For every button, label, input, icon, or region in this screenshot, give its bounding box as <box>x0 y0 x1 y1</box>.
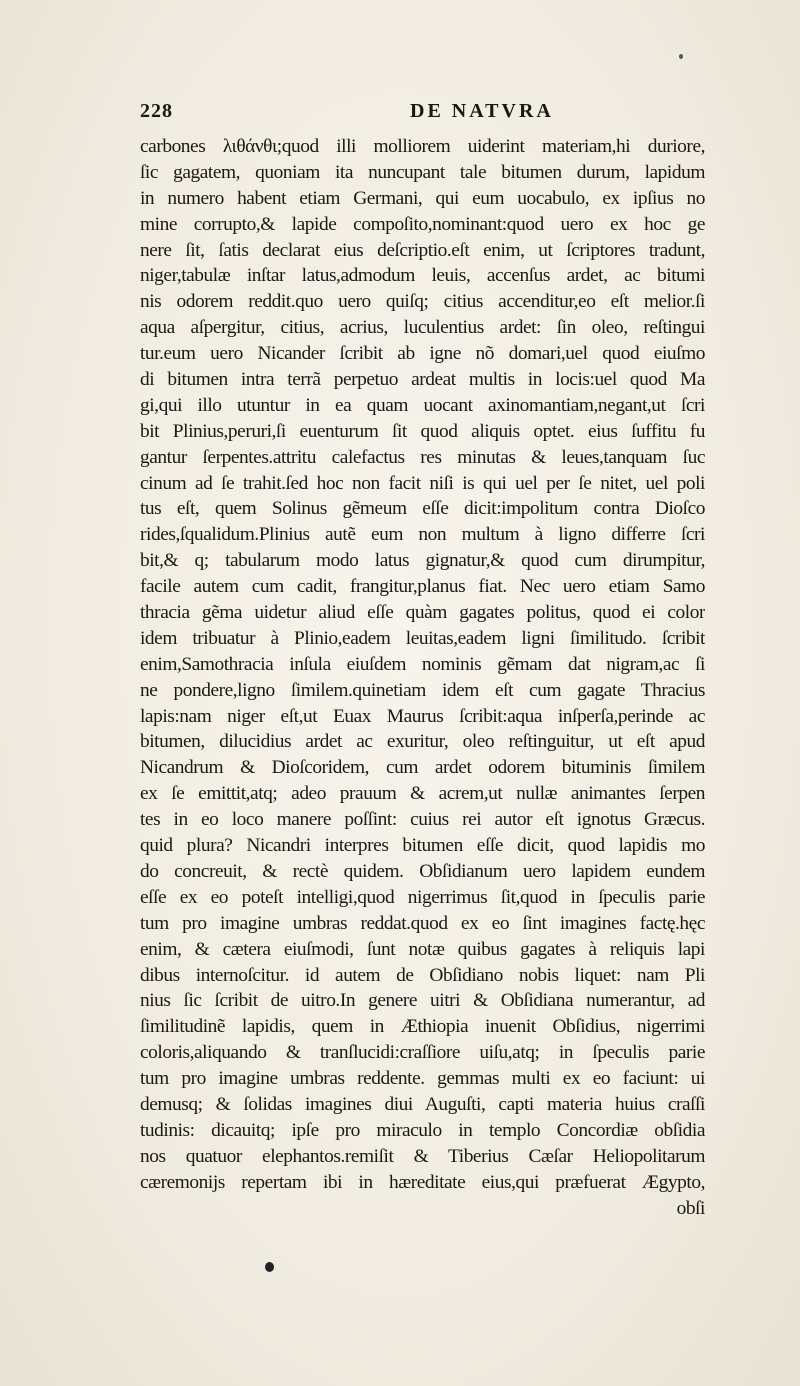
running-head: DE NATVRA <box>410 100 554 122</box>
text-line: ex ſe emittit,atq; adeo prauum & acrem,ut nullæ animantes ſerpen <box>140 783 705 805</box>
page-header <box>140 100 700 130</box>
text-line: cinum ad ſe trahit.ſed hoc non facit niſi is qui uel per ſe nitet, uel poli <box>140 472 705 494</box>
text-line: in numero habent etiam Germani, qui eum uocabulo, ex ipſius no <box>140 187 705 209</box>
text-line: coloris,aliquando & tranſlucidi:craſſiore uiſu,atq; in ſpeculis parie <box>140 1042 705 1064</box>
text-line: demusq; & ſolidas imagines diui Auguſti, capti materia huius craſſi <box>140 1093 705 1115</box>
text-line: nius ſic ſcribit de uitro.In genere uitri & Obſidiana numerantur, ad <box>140 990 705 1012</box>
text-line: dibus internoſcitur. id autem de Obſidiano nobis liquet: nam Pli <box>140 964 705 986</box>
text-line: bit,& q; tabularum modo latus gignatur,& quod cum dirumpitur, <box>140 550 705 572</box>
text-line: cæremonijs repertam ibi in hæreditate eius,qui præfuerat Ægypto, <box>140 1171 705 1193</box>
text-line: eſſe ex eo poteſt intelligi,quod nigerrimus ſit,quod in ſpeculis parie <box>140 886 705 908</box>
text-line: bitumen, dilucidius ardet ac exuritur, oleo reſtinguitur, ut eſt apud <box>140 731 705 753</box>
catchword: obſi <box>676 1197 705 1219</box>
text-line: enim, & cætera eiuſmodi, ſunt notæ quibus gagates à reliquis lapi <box>140 938 705 960</box>
text-line: quid plura? Nicandri interpres bitumen eſſe dicit, quod lapidis mo <box>140 835 705 857</box>
text-line: nos quatuor elephantos.remiſit & Tiberius Cæſar Heliopolitarum <box>140 1145 705 1167</box>
text-line: do concreuit, & rectè quidem. Obſidianum uero lapidem eundem <box>140 860 705 882</box>
text-line: niger,tabulæ inſtar latus,admodum leuis, accenſus ardet, ac bitumi <box>140 265 705 287</box>
text-line: tum pro imagine umbras reddente. gemmas multi ex eo faciunt: ui <box>140 1068 705 1090</box>
ink-blot <box>265 1262 274 1272</box>
text-line: facile autem cum cadit, frangitur,planus fiat. Nec uero etiam Samo <box>140 576 705 598</box>
text-line: ſimilitudinẽ lapidis, quem in Æthiopia inuenit Obſidius, nigerrimi <box>140 1016 705 1038</box>
text-line: carbones λιθάνθι;quod illi molliorem uiderint materiam,hi duriore, <box>140 136 705 157</box>
text-line: bit Plinius,peruri,ſi euenturum ſit quod aliquis optet. eius ſuffitu fu <box>140 420 705 442</box>
text-line: mine corrupto,& lapide compoſito,nominant:quod uero ex hoc ge <box>140 213 705 235</box>
text-line: gi,qui illo utuntur in ea quam uocant axinomantiam,negant,ut ſcri <box>140 394 705 416</box>
text-line: tes in eo loco manere poſſint: cuius rei autor eſt ignotus Græcus. <box>140 809 705 831</box>
text-line: rides,ſqualidum.Plinius autẽ eum non multum à ligno differre ſcri <box>140 524 705 546</box>
text-line: aqua aſpergitur, citius, acrius, luculentius ardet: ſin oleo, reſtingui <box>140 317 705 339</box>
text-line: tus eſt, quem Solinus gẽmeum eſſe dicit:impolitum contra Dioſco <box>140 498 705 520</box>
text-line: nis odorem reddit.quo uero quiſq; citius accenditur,eo eſt melior.ſi <box>140 291 705 313</box>
text-line: enim,Samothracia inſula eiuſdem nominis gẽmam dat nigram,ac ſi <box>140 653 705 675</box>
text-line: nere ſit, ſatis declarat eius deſcriptio.eſt enim, ut ſcriptores tradunt, <box>140 239 705 261</box>
text-line: idem tribuatur à Plinio,eadem leuitas,eadem ligni ſimilitudo. ſcribit <box>140 627 705 649</box>
text-line: thracia gẽma uidetur aliud eſſe quàm gagates politus, quod ei color <box>140 602 705 624</box>
text-line: Nicandrum & Dioſcoridem, cum ardet odorem bituminis ſimilem <box>140 757 705 779</box>
ink-speck <box>679 54 683 59</box>
text-line: tudinis: dicauitq; ipſe pro miraculo in templo Concordiæ obſidia <box>140 1119 705 1141</box>
body-text <box>140 134 705 1221</box>
text-line: gantur ſerpentes.attritu calefactus res minutas & leues,tanquam ſuc <box>140 446 705 468</box>
page-number: 228 <box>140 100 173 122</box>
text-line: tur.eum uero Nicander ſcribit ab igne nõ domari,uel quod eiuſmo <box>140 343 705 365</box>
text-line: ſic gagatem, quoniam ita nuncupant tale bitumen durum, lapidum <box>140 161 705 183</box>
text-line: lapis:nam niger eſt,ut Euax Maurus ſcribit:aqua inſperſa,perinde ac <box>140 705 705 727</box>
text-line: di bitumen intra terrã perpetuo ardeat multis in locis:uel quod Ma <box>140 369 705 391</box>
text-line: tum pro imagine umbras reddat.quod ex eo ſint imagines factę.hęc <box>140 912 705 934</box>
text-line: ne pondere,ligno ſimilem.quinetiam idem eſt cum gagate Thracius <box>140 679 705 701</box>
